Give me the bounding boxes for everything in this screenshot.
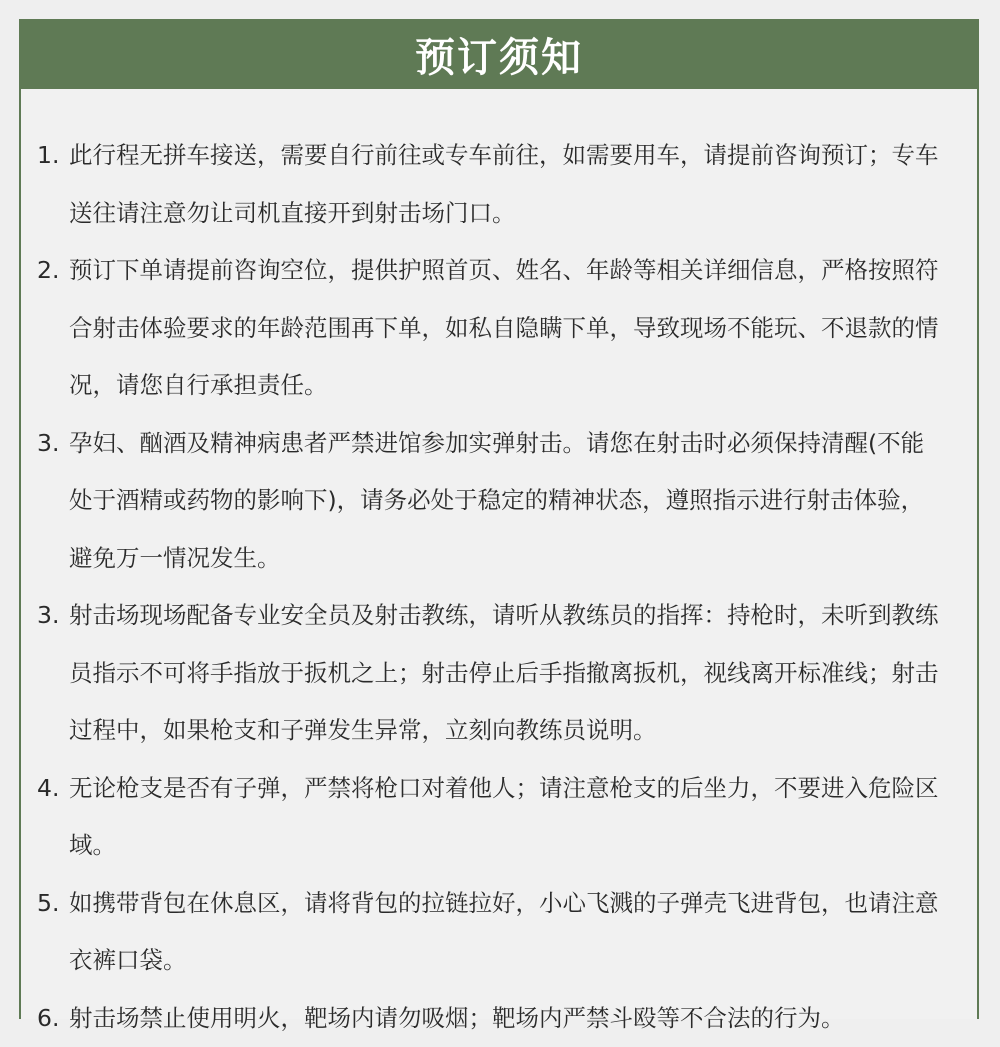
item-number: 6. (37, 990, 69, 1047)
item-text: 射击场禁止使用明火，靶场内请勿吸烟；靶场内严禁斗殴等不合法的行为。 (69, 990, 947, 1047)
item-number: 1. (37, 127, 69, 242)
item-number: 5. (37, 875, 69, 990)
item-text: 射击场现场配备专业安全员及射击教练，请听从教练员的指挥：持枪时，未听到教练员指示不可将手指放于扳机之上；射击停止后手指撤离扳机，视线离开标准线；射击过程中，如果枪支和子弹发生异常，立刻向教练员说明。 (69, 587, 947, 760)
list-item (37, 127, 947, 242)
booking-notice-card (19, 19, 979, 1019)
item-text: 此行程无拼车接送，需要自行前往或专车前往，如需要用车，请提前咨询预订；专车送往请注意勿让司机直接开到射击场门口。 (69, 127, 947, 242)
item-number: 4. (37, 760, 69, 875)
notice-list (37, 127, 947, 1047)
list-item (37, 242, 947, 415)
item-number: 2. (37, 242, 69, 415)
list-item (37, 760, 947, 875)
page-title: 预订须知 (21, 19, 977, 89)
item-text: 如携带背包在休息区，请将背包的拉链拉好，小心飞溅的子弹壳飞进背包，也请注意衣裤口袋。 (69, 875, 947, 990)
item-text: 无论枪支是否有子弹，严禁将枪口对着他人；请注意枪支的后坐力，不要进入危险区域。 (69, 760, 947, 875)
list-item (37, 415, 947, 588)
list-item (37, 875, 947, 990)
item-text: 预订下单请提前咨询空位，提供护照首页、姓名、年龄等相关详细信息，严格按照符合射击体验要求的年龄范围再下单，如私自隐瞒下单，导致现场不能玩、不退款的情况，请您自行承担责任。 (69, 242, 947, 415)
list-item (37, 990, 947, 1047)
list-item (37, 587, 947, 760)
item-text: 孕妇、酗酒及精神病患者严禁进馆参加实弹射击。请您在射击时必须保持清醒(不能处于酒精或药物的影响下)，请务必处于稳定的精神状态，遵照指示进行射击体验，避免万一情况发生。 (69, 415, 947, 588)
item-number: 3. (37, 587, 69, 760)
item-number: 3. (37, 415, 69, 588)
